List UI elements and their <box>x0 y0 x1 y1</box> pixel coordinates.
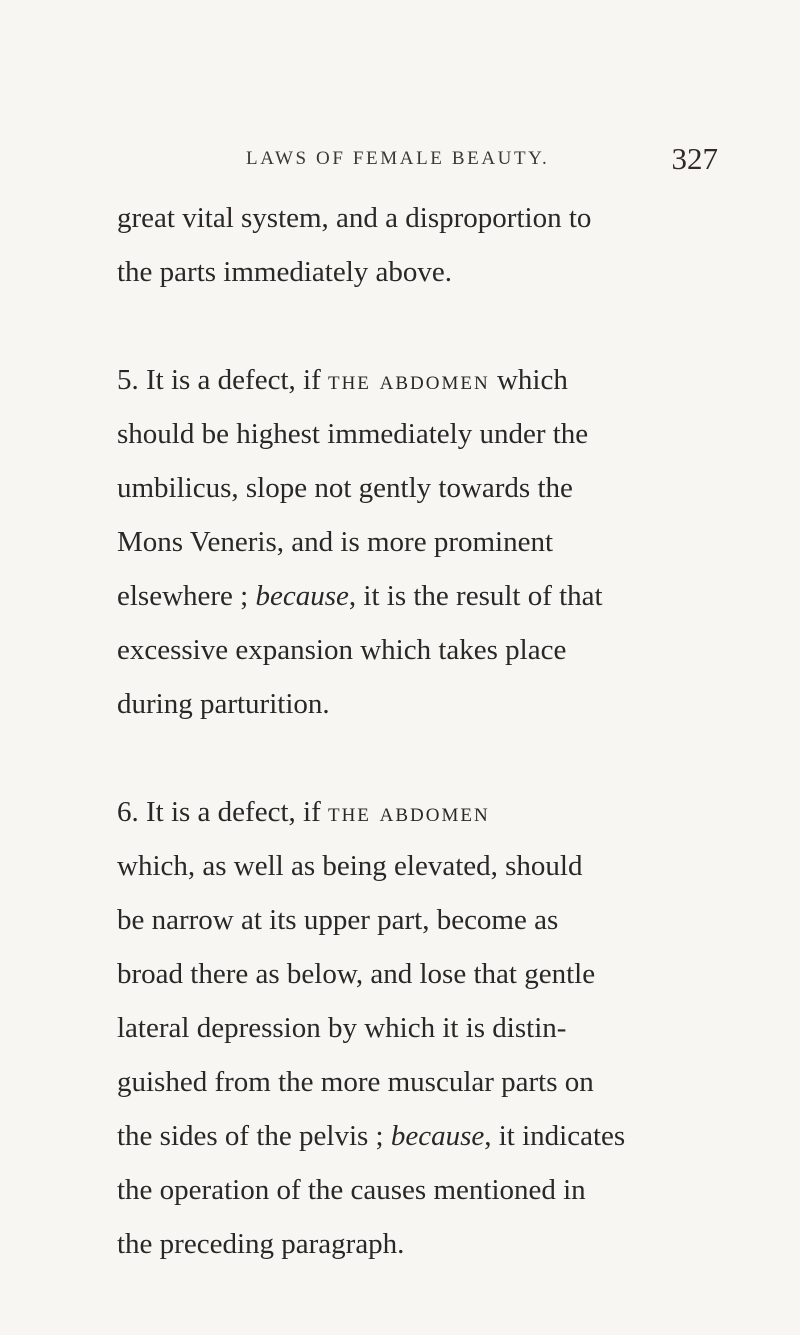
text-line: during parturition. <box>117 688 330 720</box>
line-tail: , it indicates <box>484 1120 626 1152</box>
paragraph-number-5: 5. It is a defect, if <box>117 364 328 396</box>
paragraph-number-6: 6. It is a defect, if <box>117 796 328 828</box>
small-caps-term: the abdomen <box>327 365 490 395</box>
small-caps-term: the abdomen <box>327 797 490 827</box>
italic-term: because <box>390 1120 485 1152</box>
text-line: the preceding paragraph. <box>117 1228 405 1260</box>
text-line <box>117 794 727 830</box>
line-head: the sides of the pelvis ; <box>117 1120 391 1152</box>
text-line: Mons Veneris, and is more prominent <box>117 526 554 558</box>
text-line: lateral depression by which it is distin- <box>117 1012 567 1044</box>
text-line: the operation of the causes mentioned in <box>117 1174 586 1206</box>
running-title: LAWS OF FEMALE BEAUTY. <box>246 148 550 169</box>
text-line: guished from the more muscular parts on <box>117 1066 594 1098</box>
text-line: the parts immediately above. <box>117 256 453 288</box>
italic-term: because <box>255 580 349 612</box>
text-line <box>117 1118 727 1154</box>
text-line: excessive expansion which takes place <box>117 634 567 666</box>
text-line: umbilicus, slope not gently towards the <box>117 472 573 504</box>
text-line <box>117 362 727 398</box>
text-line: be narrow at its upper part, become as <box>117 904 559 936</box>
text-line: which, as well as being elevated, should <box>117 850 583 882</box>
text-line: broad there as below, and lose that gentle <box>117 958 596 990</box>
text-line: should be highest immediately under the <box>117 418 589 450</box>
line-head: elsewhere ; <box>117 580 256 612</box>
line-tail: which <box>489 364 568 396</box>
page-number: 327 <box>671 141 718 176</box>
line-tail: , it is the result of that <box>348 580 603 612</box>
running-head <box>246 141 718 184</box>
text-line: great vital system, and a disproportion to <box>117 202 592 234</box>
text-line <box>117 578 727 614</box>
